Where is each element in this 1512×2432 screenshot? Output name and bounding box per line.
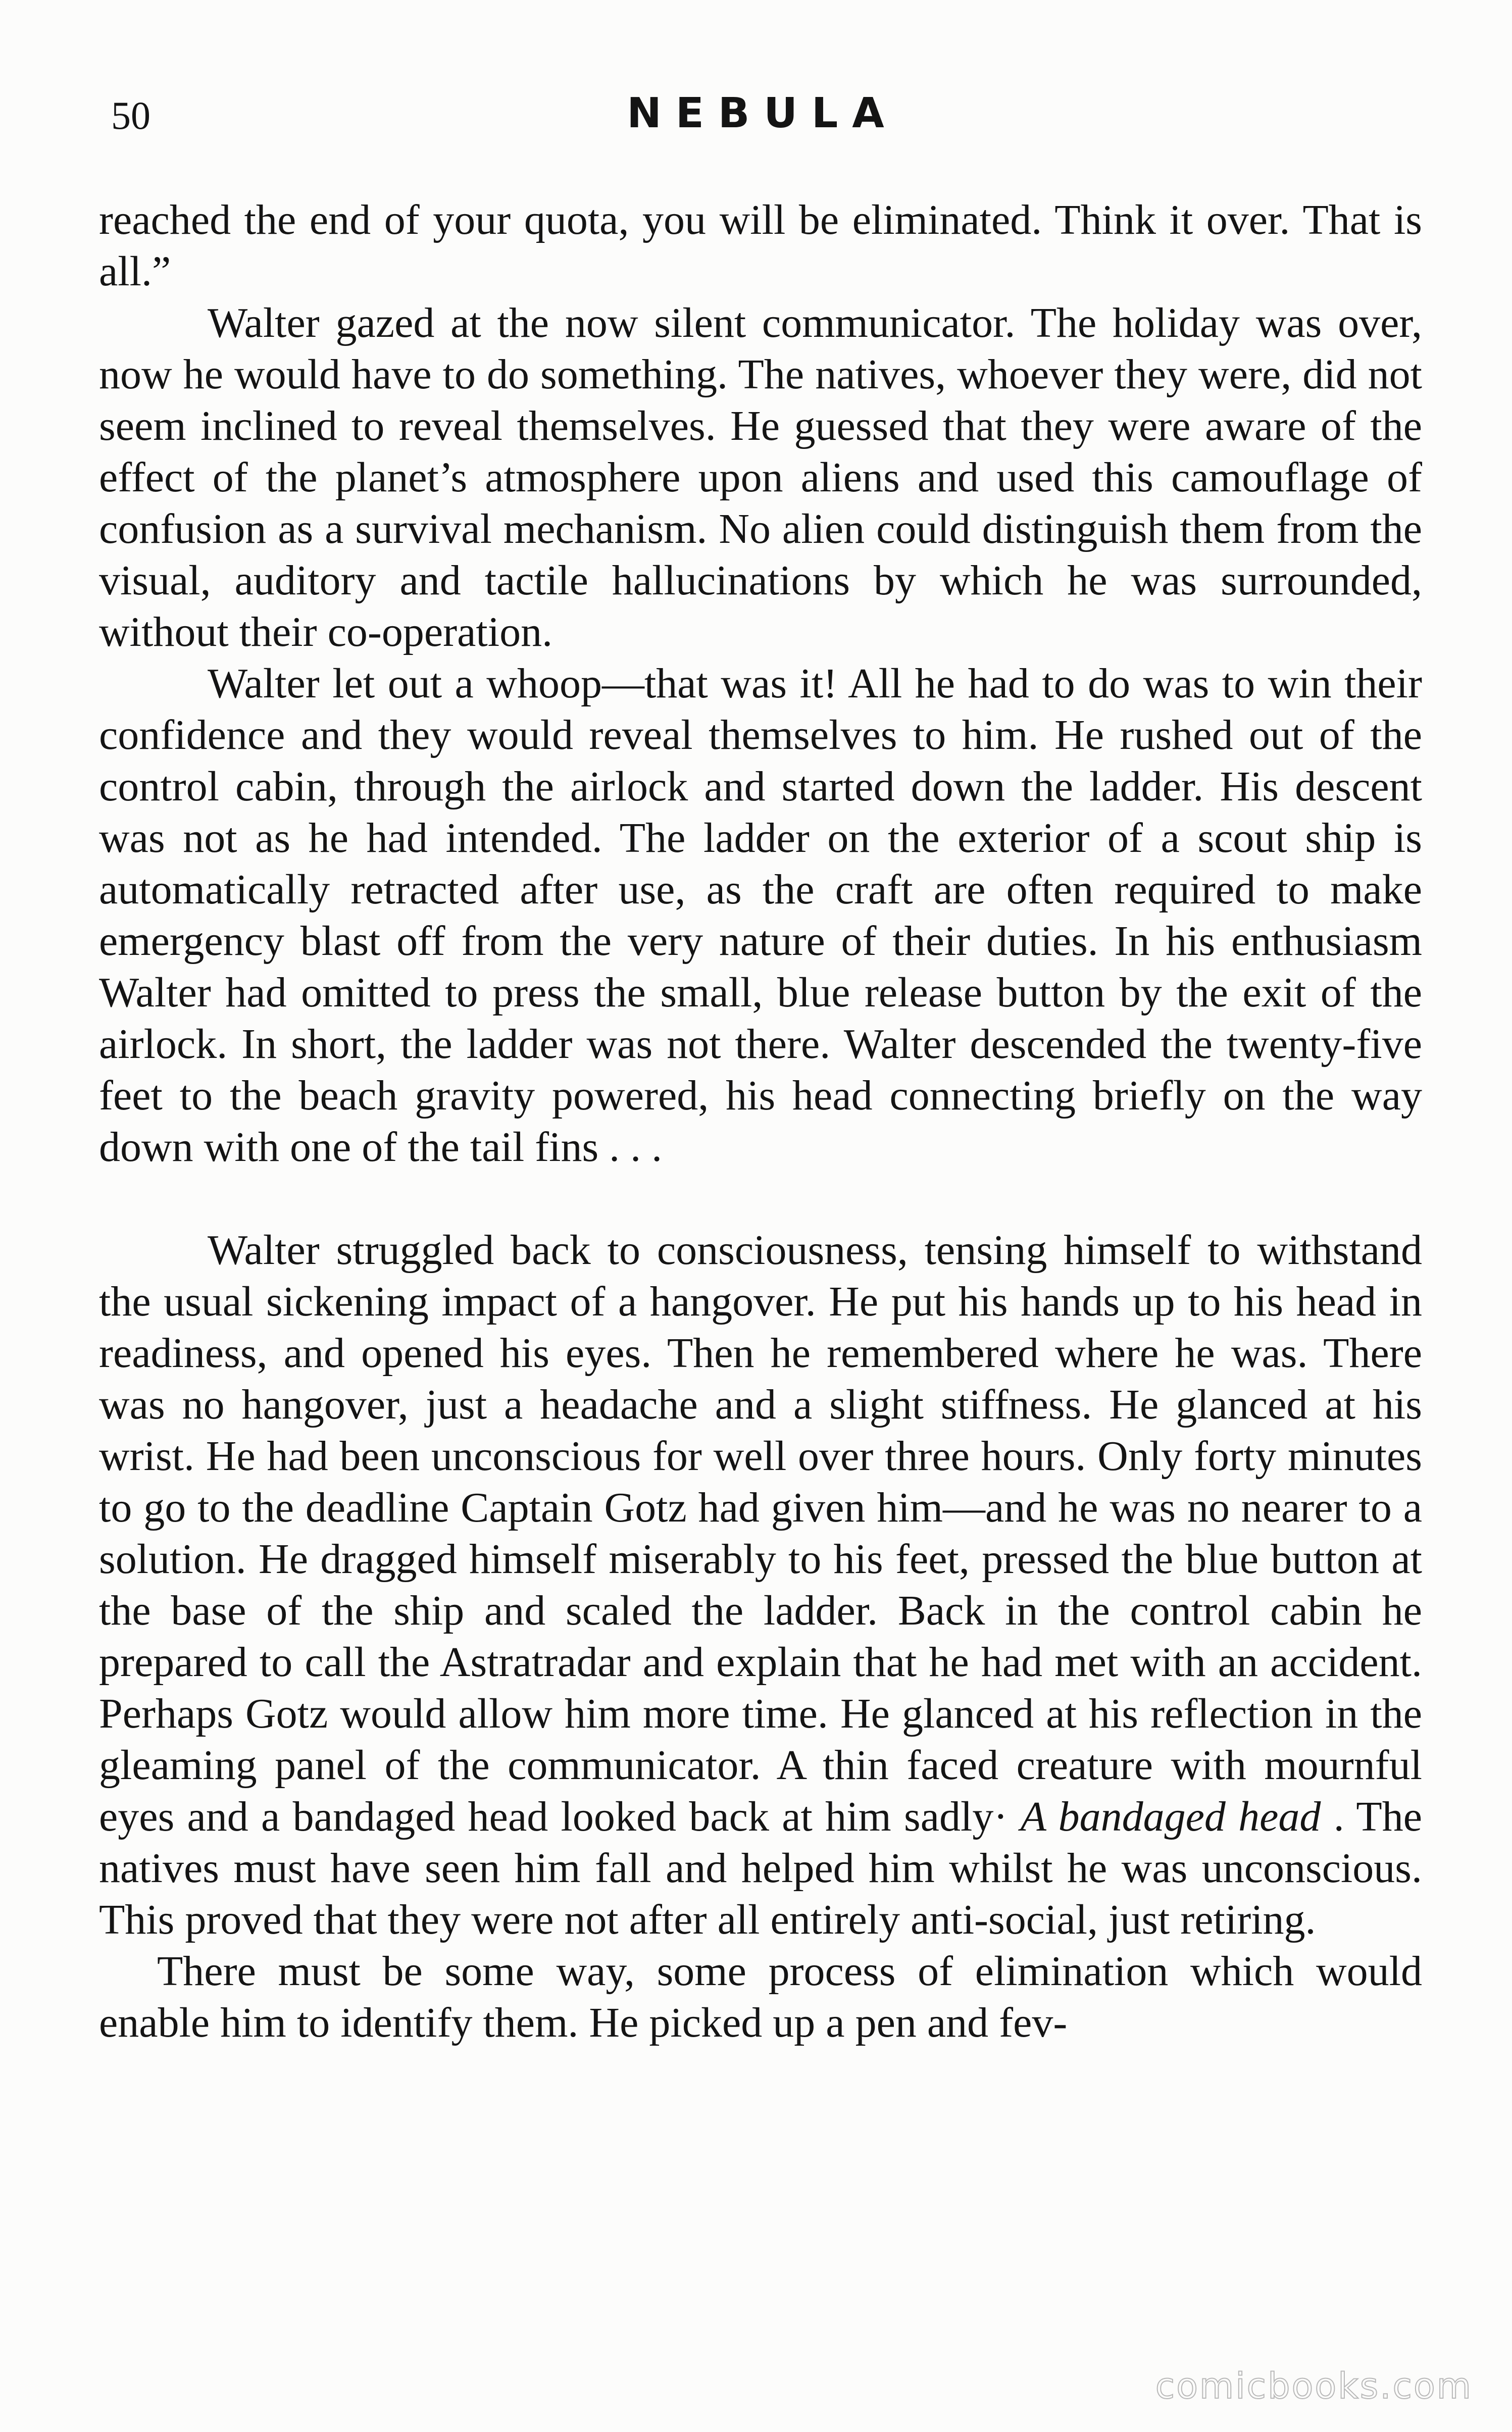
paragraph-4 — [99, 1225, 1422, 1946]
body-text — [99, 194, 1422, 2049]
paragraph-4-continued: . The natives must have seen him fall and helped him whilst he was unconscious. This proved that they were not after all entirely anti-social, just retiring. — [99, 1793, 1423, 1943]
page-number: 50 — [111, 93, 150, 137]
paragraph-1: reached the end of your quota, you will be eliminated. Think it over. That is all.” — [99, 196, 1422, 295]
paragraph-4-text: Walter struggled back to consciousness, tensing himself to withstand the usual sickening impact of a hangover. He put his hands up to his head in readiness, and opened his eyes. Then he remembered where he was. There was no hangover, just a headache and a slight stiffness. He glanced at his wrist. He had been unconscious for well over three hours. Only forty minutes to go to the deadline Captain Gotz had given him—and he was no nearer to a solution. He dragged himself miserably to his feet, pressed the blue button at the base of the ship and scaled the ladder. Back in the control cabin he prepared to call the Astratradar and explain that he had met with an accident. Perhaps Gotz would allow him more time. He glanced at his reflection in the gleaming panel of the communicator. A thin faced creature with mournful eyes and a bandaged head looked back at him sadly· — [99, 1227, 1422, 1840]
paragraph-5: There must be some way, some process of elimination which would enable him to identify them. He picked up a pen and fev- — [99, 1948, 1422, 2046]
paragraph-3: Walter let out a whoop—that was it! All he had to do was to win their confidence and they would reveal themselves to him. He rushed out of the control cabin, through the airlock and started down the ladder. His descent was not as he had intended. The ladder on the exterior of a scout ship is automatically retracted after use, as the craft are often required to make emergency blast off from the very nature of their duties. In his enthusiasm Walter had omitted to press the small, blue release button by the exit of the airlock. In short, the ladder was not there. Walter descended the twenty-five feet to the beach gravity powered, his head connecting briefly on the way down with one of the tail fins . . . — [99, 660, 1422, 1171]
running-title: NEBULA — [627, 89, 898, 137]
italic-phrase: A bandaged head — [1020, 1793, 1321, 1840]
paragraph-2: Walter gazed at the now silent communicator. The holiday was over, now he would have to do something. The natives, whoever they were, did not seem inclined to reveal themselves. He guessed that they were aware of the effect of the planet’s atmosphere upon aliens and used this camouflage of confusion as a survival mechanism. No alien could distinguish them from the visual, auditory and tactile hallucinations by which he was surrounded, without their co-operation. — [99, 299, 1422, 655]
watermark-logo: comicbooks.com — [1155, 2365, 1473, 2407]
page-header — [101, 86, 1424, 146]
